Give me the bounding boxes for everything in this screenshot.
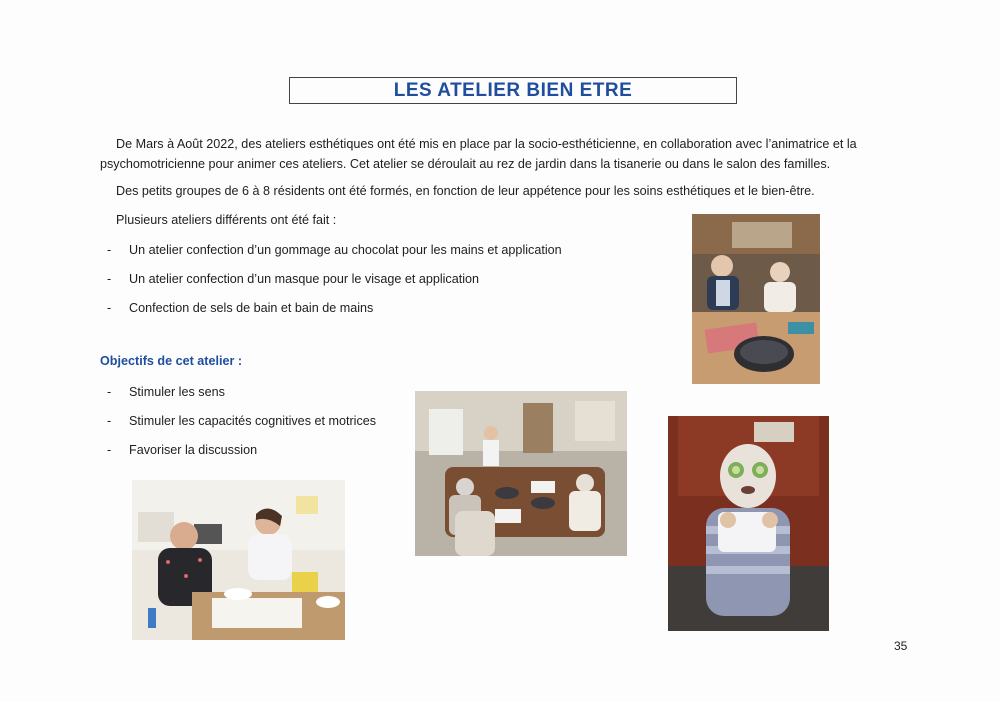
title-box — [289, 77, 737, 104]
list-item-text: Stimuler les sens — [129, 385, 225, 399]
workshops-list — [104, 240, 562, 327]
bullet-dash: - — [107, 301, 112, 315]
list-item-text: Favoriser la discussion — [129, 443, 258, 457]
list-item — [104, 298, 562, 327]
bullet-dash: - — [107, 243, 112, 257]
list-item-text: Un atelier confection d’un masque pour le visage et application — [129, 272, 480, 286]
bullet-dash: - — [107, 272, 112, 286]
list-item — [104, 269, 562, 298]
intro-paragraph: De Mars à Août 2022, des ateliers esthétiques ont été mis en place par la socio-esthéticienne, en collaboration avec l’animatrice et la psychomotricienne pour animer ces ateliers. Cet atelier se déroulait au rez de jardin dans la tisanerie ou dans le salon des familles. — [100, 137, 857, 171]
list-item — [104, 382, 376, 411]
page-title: LES ATELIER BIEN ETRE — [393, 79, 633, 101]
bullet-dash: - — [107, 414, 112, 428]
photo-resident-with-caregiver — [132, 480, 345, 640]
list-item — [104, 240, 562, 269]
objectives-list — [104, 382, 376, 469]
objectives-heading: Objectifs de cet atelier : — [100, 354, 243, 368]
workshops-intro: Plusieurs ateliers différents ont été fait : — [116, 213, 337, 227]
list-item-text: Stimuler les capacités cognitives et motrices — [129, 414, 377, 428]
page-number: 35 — [894, 639, 908, 653]
groups-paragraph: Des petits groupes de 6 à 8 résidents ont été formés, en fonction de leur appétence pour les soins esthétiques et le bien-être. — [116, 184, 815, 198]
list-item-text: Confection de sels de bain et bain de mains — [129, 301, 374, 315]
list-item — [104, 440, 376, 469]
photo-residents-with-bowl — [692, 214, 820, 384]
list-item — [104, 411, 376, 440]
bullet-dash: - — [107, 443, 112, 457]
bullet-dash: - — [107, 385, 112, 399]
photo-resident-face-mask — [668, 416, 829, 631]
list-item-text: Un atelier confection d’un gommage au chocolat pour les mains et application — [129, 243, 562, 257]
photo-group-workshop — [415, 391, 627, 556]
